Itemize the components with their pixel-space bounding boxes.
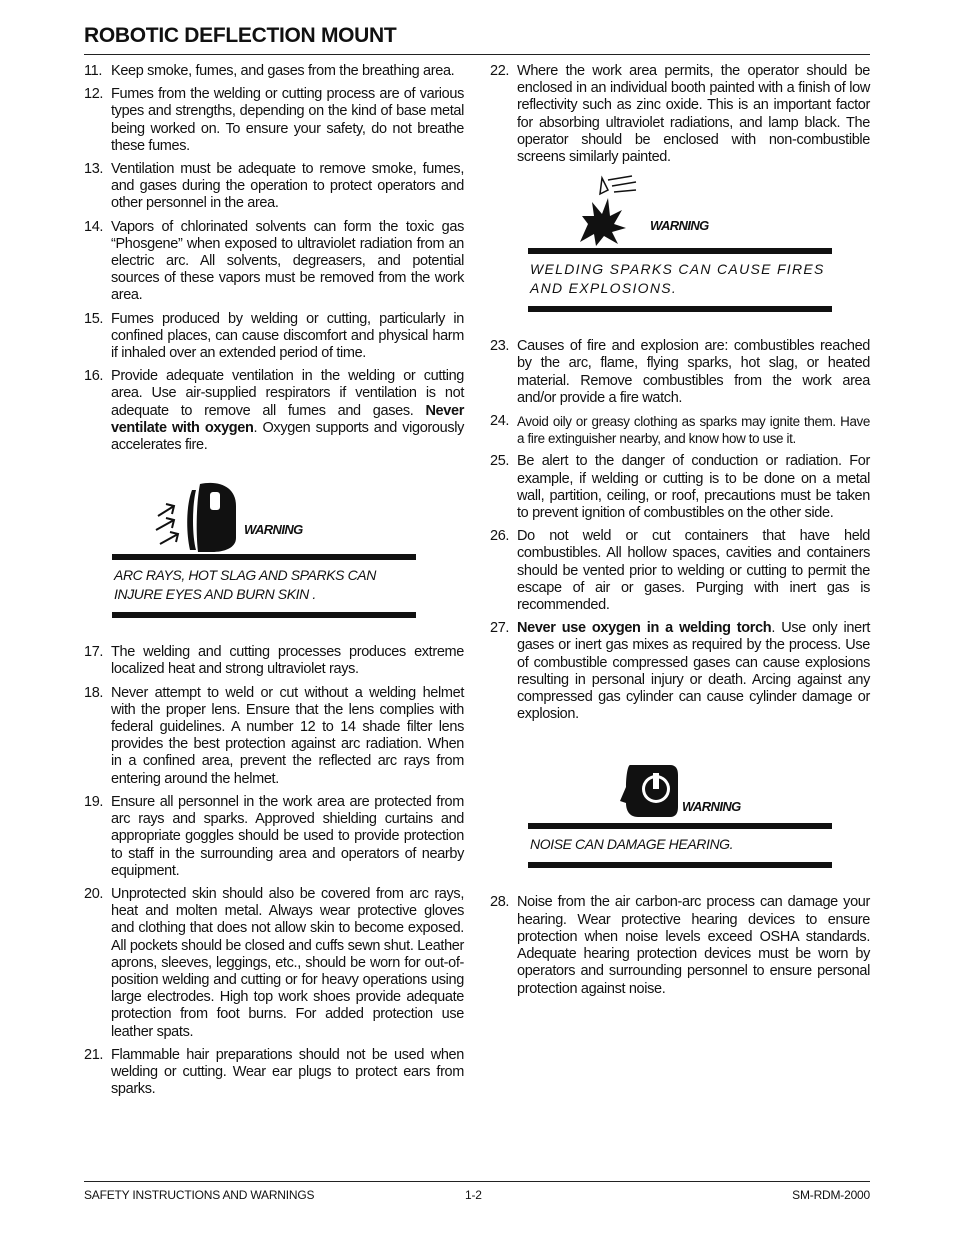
item-text: Fumes produced by welding or cutting, particularly in confined places, can cause discomfort and physical harm if inhaled over an extended period of time. bbox=[111, 310, 464, 362]
right-column bbox=[490, 63, 870, 1004]
item-number: 17. bbox=[84, 644, 104, 661]
item-text: Ensure all personnel in the work area are protected from arc rays and sparks. Approved shielding curtains and appropriate goggles should be used to provide protection to staff in the surrounding area and operators of nearby equipment. bbox=[111, 793, 464, 879]
warning-text: NOISE CAN DAMAGE HEARING. bbox=[530, 836, 734, 853]
item-text bbox=[111, 368, 464, 454]
warning-bar-bottom bbox=[528, 306, 832, 312]
item-number: 14. bbox=[84, 218, 104, 235]
item-number: 11. bbox=[84, 63, 103, 79]
warning-arc-box bbox=[114, 484, 454, 618]
warning-bar-bottom bbox=[528, 862, 832, 868]
warning-bar-bottom bbox=[112, 612, 416, 618]
right-items-c bbox=[490, 894, 870, 997]
item-text-part: Provide adequate ventilation in the welding or cutting area. Use air-supplied respirators if ventilation is not adequate to remove all fumes and gases. bbox=[111, 368, 464, 419]
list-item bbox=[84, 161, 464, 213]
item-text: Where the work area permits, the operator should be enclosed in an individual booth painted with a finish of low reflectivity such as zinc oxide. This is an important factor for absorbing ultraviolet radiations, and lamp black. The operator should be enclosed with non-combustible screens similarly painted. bbox=[517, 63, 870, 166]
list-item bbox=[84, 886, 464, 1041]
hearing-icon bbox=[618, 763, 678, 819]
item-text: Flammable hair preparations should not be used when welding or cutting. Wear ear plugs to protect ears from sparks. bbox=[111, 1046, 464, 1098]
item-text: Vapors of chlorinated solvents can form the toxic gas “Phosgene” when exposed to ultraviolet radiation from an electric arc. All solvents, degreasers, and potential sources of these vapors must be removed from the work area. bbox=[111, 218, 464, 304]
item-number: 26. bbox=[490, 528, 510, 545]
header-rule bbox=[84, 54, 870, 55]
warning-fire-box bbox=[528, 172, 832, 312]
page-number: 1-2 bbox=[465, 1188, 482, 1202]
item-number: 13. bbox=[84, 161, 104, 178]
list-item bbox=[84, 794, 464, 880]
welding-helmet-icon bbox=[152, 476, 242, 556]
list-item bbox=[84, 644, 464, 678]
left-column bbox=[84, 63, 464, 1104]
item-text: Keep smoke, fumes, and gases from the breathing area. bbox=[111, 63, 455, 79]
left-items-a bbox=[84, 63, 464, 454]
left-items-b bbox=[84, 644, 464, 1098]
list-item bbox=[84, 685, 464, 788]
warning-label: WARNING bbox=[682, 799, 741, 815]
item-text: Never attempt to weld or cut without a welding helmet with the proper lens. Ensure that the lens complies with federal guidelines. A number 12 to 14 shade filter lens provides the best protection against arc radiation. When in a confined area, prevent the reflected arc rays from entering around the helmet. bbox=[111, 684, 464, 787]
warning-text: WELDING SPARKS CAN CAUSE FIRES AND EXPLOSIONS. bbox=[530, 261, 825, 297]
item-number: 20. bbox=[84, 885, 104, 902]
item-text bbox=[517, 620, 870, 723]
item-bold-text: Never ventilate with oxygen bbox=[111, 402, 464, 436]
warning-label: WARNING bbox=[244, 522, 303, 538]
list-item bbox=[84, 63, 464, 80]
page-title: ROBOTIC DEFLECTION MOUNT bbox=[84, 24, 397, 47]
item-number: 15. bbox=[84, 310, 104, 327]
list-item bbox=[490, 453, 870, 522]
item-number: 21. bbox=[84, 1046, 104, 1063]
list-item bbox=[490, 620, 870, 723]
item-text: Ventilation must be adequate to remove smoke, fumes, and gases during the operation to protect operators and other personnel in the area. bbox=[111, 161, 464, 212]
item-text: Avoid oily or greasy clothing as sparks may ignite them. Have a fire extinguisher nearby, and know how to use it. bbox=[517, 414, 870, 447]
list-item bbox=[490, 528, 870, 614]
list-item bbox=[84, 1047, 464, 1099]
item-text-part: . Use only inert gases or inert gas mixes as required by the process. Use of combustible compressed gases can cause explosions resulting in personal injury or death. Arcing against any compressed gas cylinder can cause cylinder damage or explosion. bbox=[517, 620, 870, 723]
item-text: Causes of fire and explosion are: combustibles reached by the arc, flame, flying sparks, hot slag, or heated material. Remove combustibles from the work area and/or provide a fire watch. bbox=[517, 338, 870, 406]
list-item bbox=[490, 63, 870, 166]
item-number: 28. bbox=[490, 894, 510, 911]
item-text: The welding and cutting processes produces extreme localized heat and strong ultraviolet rays. bbox=[111, 644, 464, 678]
item-number: 24. bbox=[490, 413, 510, 430]
item-text: Unprotected skin should also be covered from arc rays, heat and molten metal. Always wear protective gloves and clothing that does not allow skin to become exposed. All pockets should be closed and cuffs sewn shut. Leather aprons, sleeves, leggings, etc., should be worn for out-of-position welding and cutting or for heavy operations using large electrodes. High top work shoes provide adequate protection from foot burns. For added protection use leather spats. bbox=[111, 885, 464, 1040]
warning-noise-box bbox=[528, 763, 832, 868]
explosion-icon bbox=[578, 172, 658, 248]
item-number: 27. bbox=[490, 620, 510, 637]
item-number: 16. bbox=[84, 368, 104, 385]
warning-label: WARNING bbox=[650, 218, 709, 234]
item-number: 22. bbox=[490, 63, 510, 79]
item-text: Fumes from the welding or cutting process are of various types and strengths, depending on the kind of base metal being worked on. To ensure your safety, do not breathe these fumes. bbox=[111, 86, 464, 154]
list-item bbox=[490, 413, 870, 447]
item-number: 19. bbox=[84, 793, 104, 810]
list-item bbox=[84, 368, 464, 454]
item-text: Be alert to the danger of conduction or radiation. For example, if welding or cutting is to be done on a metal wall, partition, ceiling, or roof, precautions must be taken to prevent ignition of combustibles on the other side. bbox=[517, 453, 870, 522]
list-item bbox=[84, 86, 464, 155]
footer-rule bbox=[84, 1181, 870, 1182]
right-items-b bbox=[490, 338, 870, 723]
list-item bbox=[490, 338, 870, 407]
document-code: SM-RDM-2000 bbox=[792, 1188, 870, 1202]
item-number: 18. bbox=[84, 684, 104, 701]
item-number: 12. bbox=[84, 86, 104, 103]
item-number: 25. bbox=[490, 453, 510, 470]
list-item bbox=[490, 894, 870, 997]
footer-section-title: SAFETY INSTRUCTIONS AND WARNINGS bbox=[84, 1188, 315, 1202]
list-item bbox=[84, 219, 464, 305]
item-text-part: . Oxygen supports and vigorously accelerates fire. bbox=[111, 419, 464, 454]
item-number: 23. bbox=[490, 338, 510, 355]
warning-text: ARC RAYS, HOT SLAG AND SPARKS CAN INJURE EYES AND BURN SKIN . bbox=[114, 567, 376, 603]
item-text: Noise from the air carbon-arc process can damage your hearing. Wear protective hearing devices to ensure protection when noise levels exceed OSHA standards. Adequate hearing protection devices must be worn by operators and surrounding personnel to ensure personal protection against noise. bbox=[517, 894, 870, 997]
list-item bbox=[84, 311, 464, 363]
item-bold-text: Never use oxygen in a welding torch bbox=[517, 620, 772, 637]
item-text: Do not weld or cut containers that have held combustibles. All hollow spaces, cavities and containers should be vented prior to welding or cutting to permit the escape of air or gases. Purging with inert gas is recommended. bbox=[517, 528, 870, 614]
